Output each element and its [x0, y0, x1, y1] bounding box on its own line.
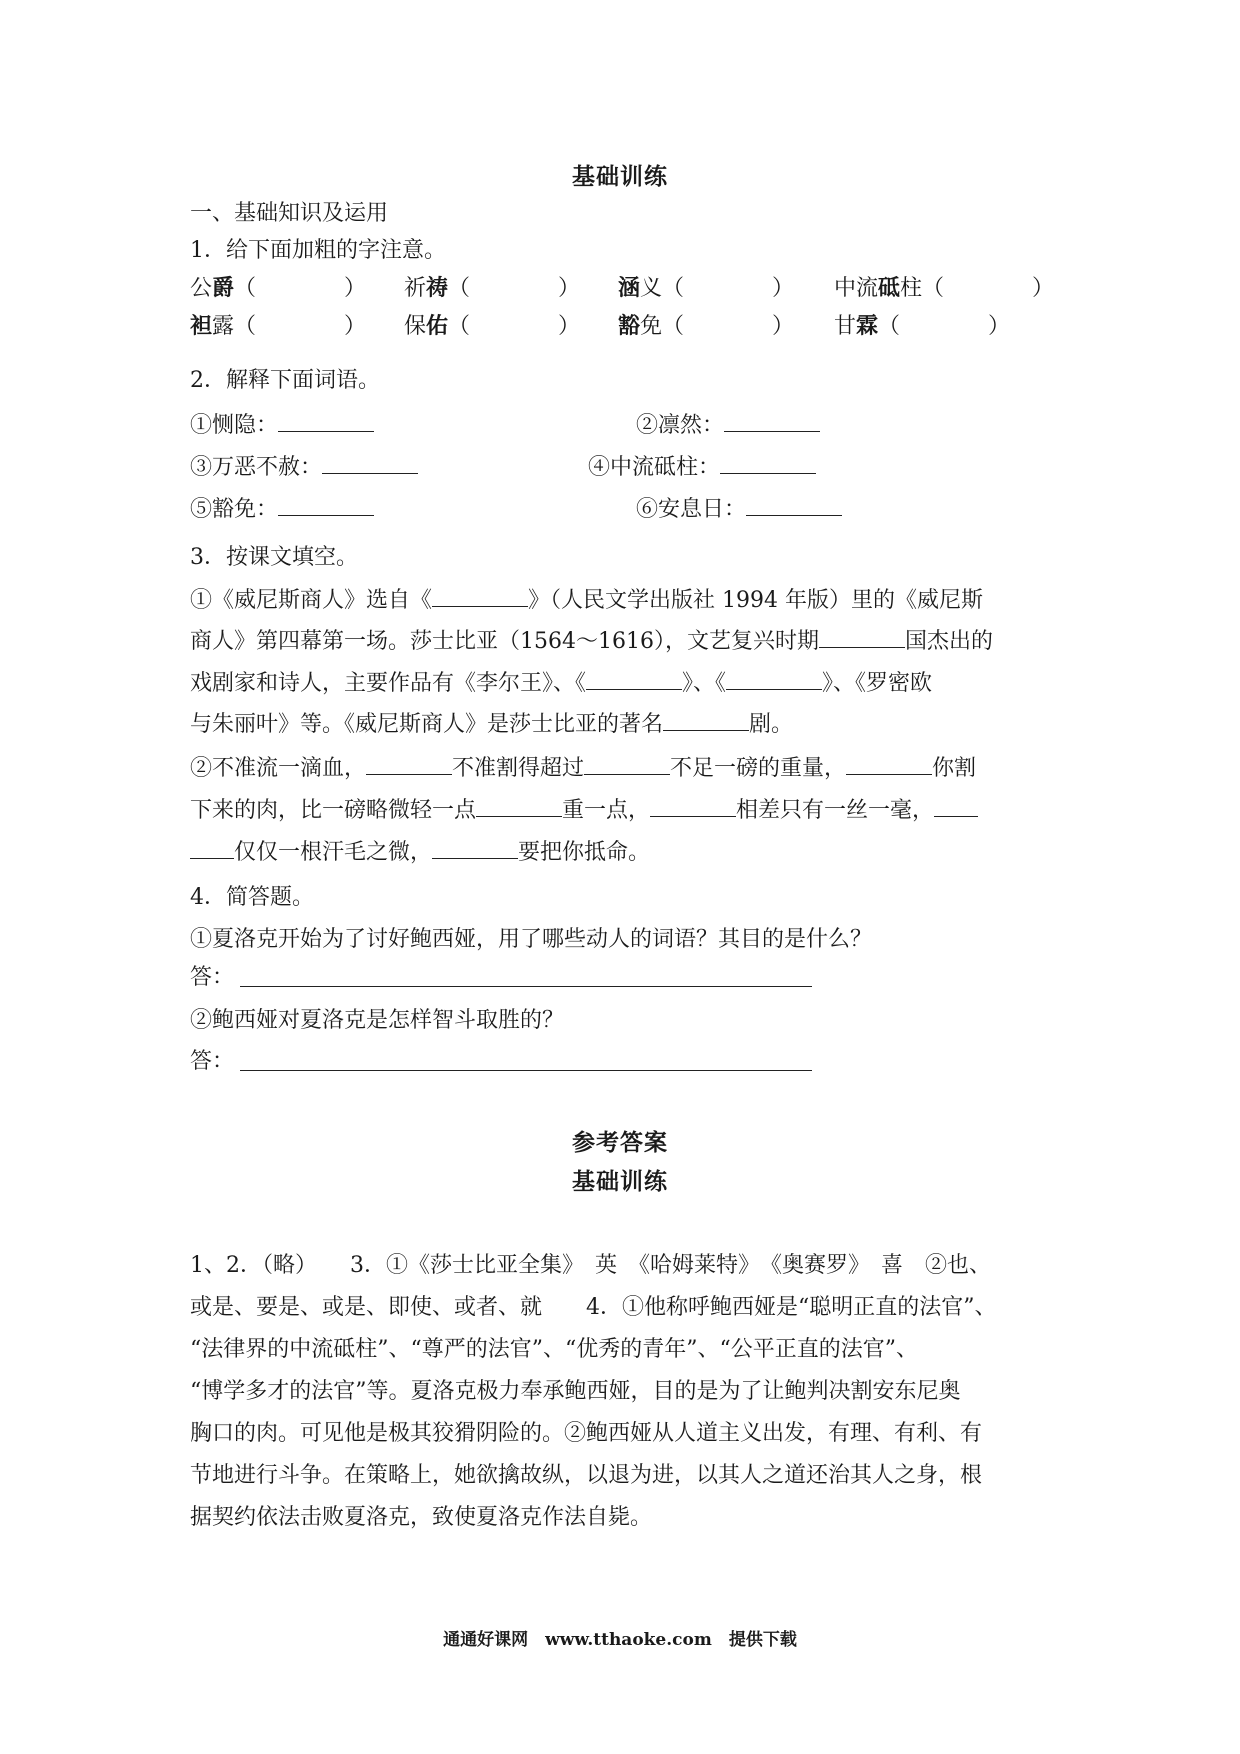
q1-item: 豁免（ ）: [618, 313, 795, 339]
answer-blank[interactable]: [432, 586, 528, 607]
answers-subtitle: 基础训练: [572, 1168, 668, 1195]
q1-item: 涵义（ ）: [618, 275, 795, 301]
q4-subquestion-1: ①夏洛克开始为了讨好鲍西娅，用了哪些动人的词语？其目的是什么？: [190, 927, 873, 952]
q2-item: ③万恶不赦：: [190, 450, 418, 481]
answer-text-line: 胸口的肉。可见他是极其狡猾阴险的。②鲍西娅从人道主义出发，有理、有利、有: [190, 1421, 983, 1446]
q4-subquestion-2: ②鲍西娅对夏洛克是怎样智斗取胜的？: [190, 1008, 565, 1033]
answers-title: 参考答案: [572, 1129, 668, 1156]
answer-blank[interactable]: [819, 627, 905, 648]
q2-row-1: [190, 408, 1070, 440]
answer-blank[interactable]: [934, 796, 978, 817]
answer-blank[interactable]: [190, 838, 234, 859]
answer-text-line: 或是、要是、或是、即使、或者、就 4．①他称呼鲍西娅是“聪明正直的法官”、: [190, 1295, 997, 1320]
answer-blank[interactable]: [366, 754, 452, 775]
q3-para-1-line: 商人》第四幕第一场。莎士比亚（1564～1616），文艺复兴时期 国杰出的: [190, 629, 993, 654]
q1-item: 保佑（ ）: [404, 313, 581, 339]
answer-blank[interactable]: [584, 754, 670, 775]
answer-blank[interactable]: [278, 411, 374, 432]
answer-blank[interactable]: [726, 669, 822, 690]
question-3-title: 3．按课文填空。: [190, 545, 358, 570]
q1-item: 祈祷（ ）: [404, 275, 581, 301]
footer-text: 通通好课网 www.tthaoke.com 提供下载: [443, 1630, 797, 1650]
answer-text-line: 1、2．（略） 3．①《莎士比亚全集》 英 《哈姆莱特》 《奥赛罗》 喜 ②也、: [190, 1253, 991, 1278]
q2-item: ⑥安息日：: [636, 492, 842, 523]
answer-blank[interactable]: [322, 453, 418, 474]
answer-blank[interactable]: [846, 754, 932, 775]
answer-blank[interactable]: [278, 495, 374, 516]
q1-row-1: [190, 271, 1070, 303]
answer-text-line: “博学多才的法官”等。夏洛克极力奉承鲍西娅，目的是为了让鲍判决割安东尼奥: [190, 1379, 961, 1404]
q1-item: 甘霖（ ）: [834, 313, 1011, 339]
q2-row-3: [190, 492, 1070, 524]
answer-text-line: 据契约依法击败夏洛克，致使夏洛克作法自毙。: [190, 1505, 653, 1530]
answer-text-line: 节地进行斗争。在策略上，她欲擒故纵，以退为进，以其人之道还治其人之身，根: [190, 1463, 983, 1488]
q2-row-2: [190, 450, 1070, 482]
answer-blank[interactable]: [663, 710, 749, 731]
q1-item: 中流砥柱（ ）: [834, 275, 1055, 301]
answer-blank[interactable]: [720, 453, 816, 474]
answer-blank[interactable]: [432, 838, 518, 859]
page-title: 基础训练: [572, 163, 668, 190]
q3-para-1-line: ①《威尼斯商人》选自《 》（人民文学出版社 1994 年版）里的《威尼斯: [190, 588, 983, 613]
answer-line[interactable]: [240, 985, 812, 987]
question-1-title: 1．给下面加粗的字注意。: [190, 238, 446, 263]
answer-blank[interactable]: [746, 495, 842, 516]
answer-blank[interactable]: [650, 796, 736, 817]
q2-item: ⑤豁免：: [190, 492, 374, 523]
answer-blank[interactable]: [586, 669, 682, 690]
q3-para-2-line: 仅仅一根汗毛之微， 要把你抵命。: [190, 835, 1052, 866]
q3-para-2-line: 下来的肉，比一磅略微轻一点 重一点， 相差只有一丝一毫，: [190, 793, 1052, 824]
q1-item: 袒露（ ）: [190, 313, 367, 339]
answer-label: 答：: [190, 965, 235, 990]
q3-para-2-line: ②不准流一滴血， 不准割得超过 不足一磅的重量， 你割: [190, 756, 977, 781]
answer-blank[interactable]: [724, 411, 820, 432]
question-4-title: 4．简答题。: [190, 885, 314, 910]
q1-item: 公爵（ ）: [190, 275, 367, 301]
answer-line[interactable]: [240, 1069, 812, 1071]
q3-para-1-line: 与朱丽叶》等。《威尼斯商人》是莎士比亚的著名 剧。: [190, 712, 794, 737]
section-heading: 一、基础知识及运用: [190, 201, 389, 226]
q2-item: ②凛然：: [636, 408, 820, 439]
q2-item: ①恻隐：: [190, 408, 374, 439]
q1-row-2: [190, 309, 1070, 341]
answer-text-line: “法律界的中流砥柱”、“尊严的法官”、“优秀的青年”、“公平正直的法官”、: [190, 1337, 918, 1362]
q3-para-1-line: 戏剧家和诗人，主要作品有《李尔王》、《 》、《 》、《罗密欧: [190, 671, 933, 696]
answer-label: 答：: [190, 1049, 235, 1074]
answer-blank[interactable]: [476, 796, 562, 817]
q2-item: ④中流砥柱：: [588, 450, 816, 481]
question-2-title: 2．解释下面词语。: [190, 368, 380, 393]
